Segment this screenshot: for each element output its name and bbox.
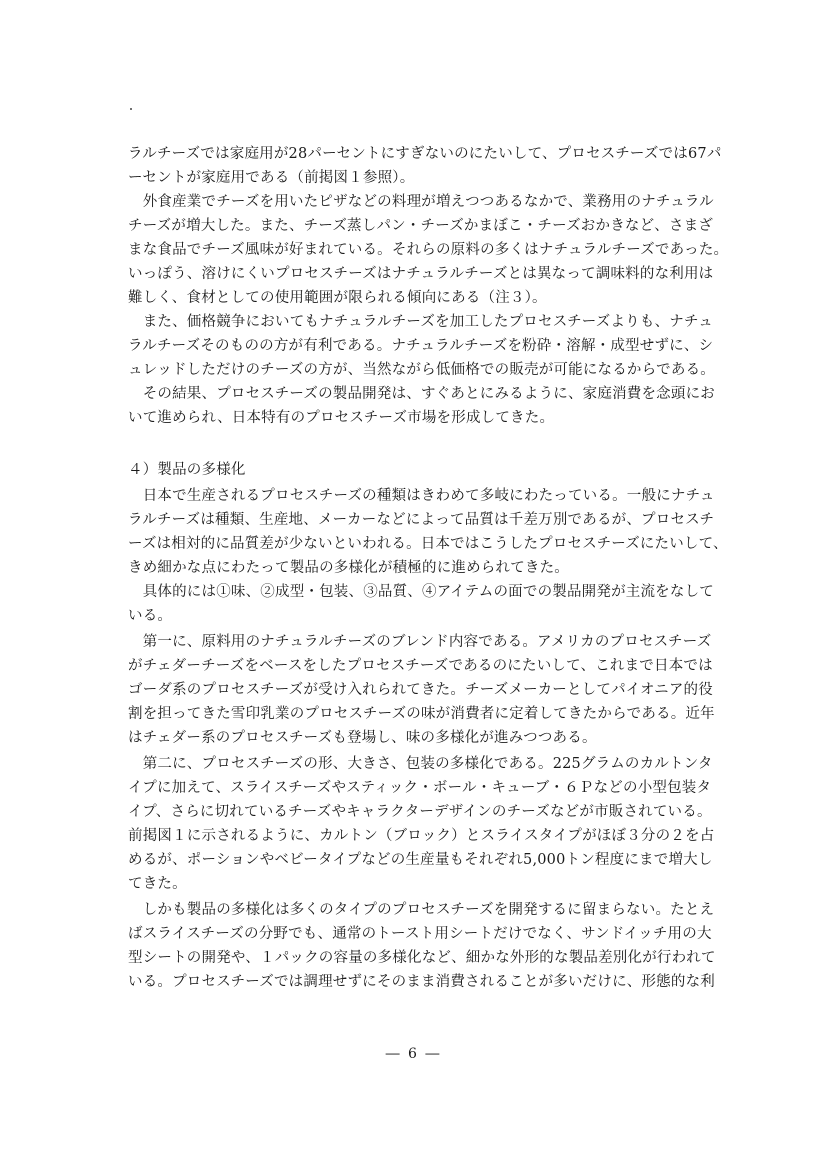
- section-line: てきた。: [128, 876, 187, 892]
- body-line: その結果、プロセスチーズの製品開発は、すぐあとにみるように、家庭消費を念頭にお: [128, 386, 715, 402]
- section-line: ばスライスチーズの分野でも、通常のトースト用シートだけでなく、サンドイッチ用の大: [128, 926, 712, 942]
- body-line: ーセントが家庭用である（前掲図１参照）。: [128, 170, 415, 186]
- section-line: 具体的には①味、②成型・包装、③品質、④アイテムの面での製品開発が主流をなして: [128, 584, 714, 600]
- section-line: はチェダー系のプロセスチーズも登場し、味の多様化が進みつつある。: [128, 730, 597, 746]
- section-line: イプに加えて、スライスチーズやスティック・ボール・キューブ・６Ｐなどの小型包装タ: [128, 780, 712, 796]
- body-line: 外食産業でチーズを用いたピザなどの料理が増えつつあるなかで、業務用のナチュラル: [128, 194, 714, 210]
- section-line: ラルチーズは種類、生産地、メーカーなどによって品質は千差万別であるが、プロセスチ: [128, 512, 715, 528]
- section-line: ゴーダ系のプロセスチーズが受け入れられてきた。チーズメーカーとしてパイオニア的役: [128, 682, 713, 698]
- section-line: 前掲図１に示されるように、カルトン（ブロック）とスライスタイプがほぼ３分の２を占: [128, 828, 715, 844]
- body-line: 難しく、食材としての使用範囲が限られる傾向にある（注３）。: [128, 290, 547, 306]
- section-line: 第一に、原料用のナチュラルチーズのブレンド内容である。アメリカのプロセスチーズ: [128, 634, 712, 650]
- page-number: ― 6 ―: [385, 1046, 442, 1062]
- section-line: 日本で生産されるプロセスチーズの種類はきわめて多岐にわたっている。一般にナチュ: [128, 488, 715, 504]
- scan-speck: [130, 108, 132, 110]
- body-line: ラルチーズでは家庭用が28パーセントにすぎないのにたいして、プロセスチーズでは67パ: [128, 146, 722, 162]
- section-line: いる。プロセスチーズでは調理せずにそのまま消費されることが多いだけに、形態的な利: [128, 974, 715, 990]
- section-line: がチェダーチーズをベースをしたプロセスチーズであるのにたいして、これまで日本では: [128, 658, 713, 674]
- body-line: ラルチーズそのものの方が有利である。ナチュラルチーズを粉砕・溶解・成型せずに、シ: [128, 338, 714, 354]
- section-line: ーズは相対的に品質差が少ないといわれる。日本ではこうしたプロセスチーズにたいして、: [128, 536, 728, 552]
- section-line: めるが、ポーションやベビータイプなどの生産量もそれぞれ5,000トン程度にまで増大し: [128, 852, 713, 868]
- section-line: 第二に、プロセスチーズの形、大きさ、包装の多様化である。225グラムのカルトンタ: [128, 756, 713, 772]
- section-line: 割を担ってきた雪印乳業のプロセスチーズの味が消費者に定着してきたからである。近年: [128, 706, 715, 722]
- section-line: イプ、さらに切れているチーズやキャラクターデザインのチーズなどが市販されている。: [128, 804, 712, 820]
- section-line: 型シートの開発や、１パックの容量の多様化など、細かな外形的な製品差別化が行われて: [128, 950, 716, 966]
- body-line: いっぽう、溶けにくいプロセスチーズはナチュラルチーズとは異なって調味料的な利用は: [128, 266, 714, 282]
- body-line: また、価格競争においてもナチュラルチーズを加工したプロセスチーズよりも、ナチュ: [128, 314, 713, 330]
- section-heading: ４）製品の多様化: [128, 462, 246, 478]
- body-line: まな食品でチーズ風味が好まれている。それらの原料の多くはナチュラルチーズであった。: [128, 242, 729, 258]
- section-line: きめ細かな点にわたって製品の多様化が積極的に進められてきた。: [128, 560, 569, 576]
- body-line: いて進められ、日本特有のプロセスチーズ市場を形成してきた。: [128, 410, 555, 426]
- body-line: ュレッドしただけのチーズの方が、当然ながら低価格での販売が可能になるからである。: [128, 362, 715, 378]
- body-line: チーズが増大した。また、チーズ蒸しパン・チーズかまぼこ・チーズおかきなど、さまざ: [128, 218, 714, 234]
- section-line: いる。: [128, 608, 173, 624]
- section-line: しかも製品の多様化は多くのタイプのプロセスチーズを開発するに留まらない。たとえ: [128, 902, 715, 918]
